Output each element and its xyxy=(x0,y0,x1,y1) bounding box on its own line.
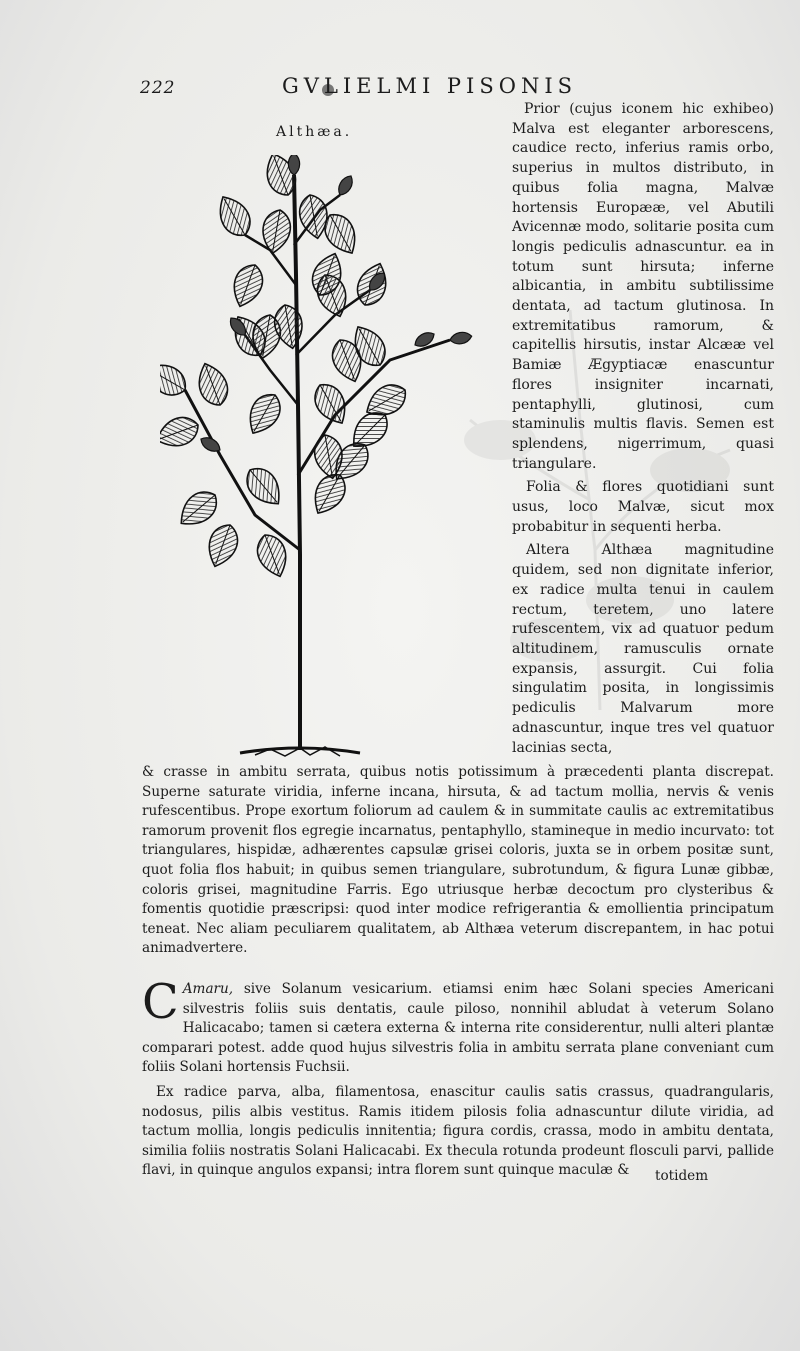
plant-woodcut-illustration xyxy=(160,155,480,765)
section-2-paragraph-2: Ex radice parva, alba, filamentosa, enascitur caulis satis crassus, quadrangularis, nodosus, pilis albis vestitus. Ramis itidem pilosis folia adnascuntur dilute viridia, ad tactum mollia, longis pediculis innitentia; figura cordis, crassa, modo in ambitu dentata, similia foliis nostratis Solani Halicacabi. Ex thecula rotunda prodeunt flosculi parvi, pallide flavi, in quinque angulos expansi; intra florem sunt quinque maculæ & xyxy=(142,1083,774,1179)
drop-cap: C xyxy=(142,974,179,1030)
lead-italic-word: Amaru, xyxy=(182,981,234,997)
column-paragraph-2: Folia & flores quotidiani sunt usus, loco Malvæ, sicut mox probabitur in sequenti herba. xyxy=(512,479,774,535)
section-2-text xyxy=(142,974,774,1181)
column-paragraph-3: Altera Althæa magnitudine quidem, sed non dignitate inferior, ex radice multa tenui in caulem rectum, teretem, uno latere rufescentem, vix ad quatuor pedum altitudinem, ramusculis ornate expansis, assurgit. Cui folia singulatim posita, in longissimis pediculis Malvarum more adnascuntur, inque tres vel quatuor lacinias secta, xyxy=(512,542,774,756)
catchword: totidem xyxy=(655,1168,709,1184)
section-2-paragraph-1 xyxy=(142,974,774,1078)
right-column-text xyxy=(512,100,774,758)
page-number: 222 xyxy=(140,78,176,98)
column-paragraph-1: Prior (cujus iconem hic exhibeo) Malva est eleganter arborescens, caudice recto, inferius ramis orbo, superius in multos distributo, in quibus folia magna, Malvæ hortensis Europææ, vel Abutili Avicennæ modo, solitarie posita cum longis pediculis adnascuntur. ea in totum sunt hirsuta; inferne albicantia, in ambitu subtilissime dentata, ad tactum glutinosa. In extremitatibus ramorum, & capitellis hirsutis, instar Alcææ vel Bamiæ Ægyptiacæ enascuntur flores insigniter incarnati, pentaphylli, glutinosi, cum staminulis multis flavis. Semen est splendens, nigerrimum, quasi triangulare. xyxy=(512,101,774,472)
full-width-text xyxy=(142,763,774,959)
figure-caption: Althæa. xyxy=(276,124,353,140)
section-2-paragraph-1-text: sive Solanum vesicarium. etiamsi enim hæc Solani species Americani silvestris foliis suis dentatis, caule piloso, nonnihil abludat à veterum Solano Halicacabo; tamen si cætera externa & interna rite considerentur, nulli alteri plantæ comparari potest. adde quod hujus silvestris folia in ambitu serrata plane conveniant cum foliis Solani hortensis Fuchsii. xyxy=(142,981,774,1076)
continuation-paragraph: & crasse in ambitu serrata, quibus notis potissimum à præcedenti planta discrepat. Superne saturate viridia, inferne incana, hirsuta, & ad tactum mollia, nervis & venis rufescentibus. Prope exortum foliorum ad caulem & in summitate caulis ac extremitatibus ramorum provenit flos egregie incarnatus, pentaphyllo, stamineque in medio incurvato: tot triangulares, hispidæ, adhærentes capsulæ grisei coloris, juxta se in orbem positæ sunt, quot folia flos habuit; in quibus semen triangulare, subrotundum, & figura Lunæ gibbæ, coloris grisei, magnitudine Farris. Ego utriusque herbæ decoctum pro clysteribus & fomentis quotidie præscripsi: quod inter modice refrigerantia & emollientia principatum teneat. Nec aliam peculiarem qualitatem, ab Althæa veterum discrepantem, in hac potui animadvertere. xyxy=(142,764,774,957)
running-title: GVLIELMI PISONIS xyxy=(282,74,578,98)
